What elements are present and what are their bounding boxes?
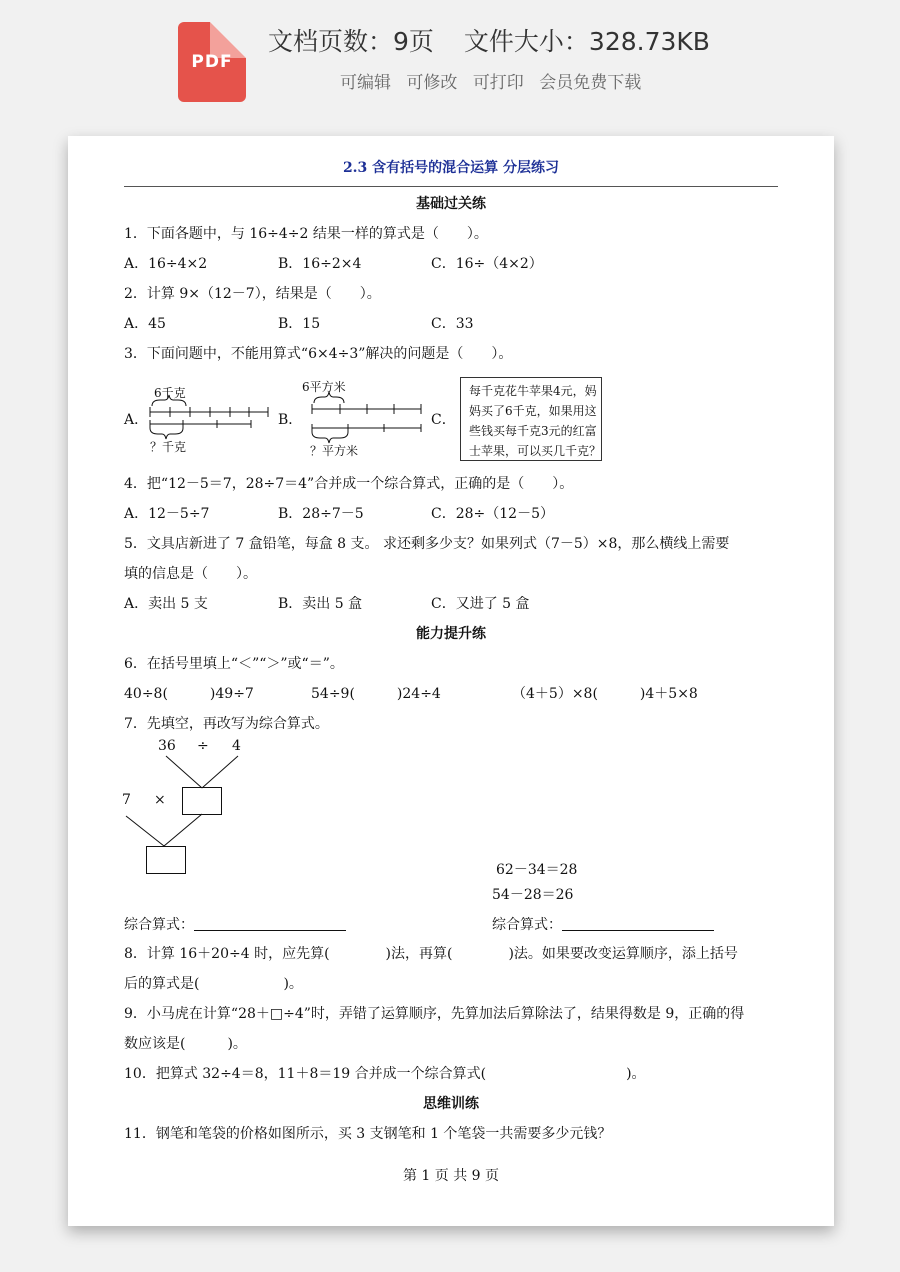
q1-option-a: A．16÷4×2	[124, 256, 208, 272]
q7-number-36: 36	[158, 738, 176, 754]
q7-combined-right	[492, 915, 714, 935]
q6-item-1: 40÷8( )49÷7	[124, 686, 254, 702]
combined-answer-blank-right[interactable]	[562, 916, 714, 931]
q2-stem: 2．计算 9×（12－7），结果是（ ）。	[124, 286, 381, 302]
q2-option-b: B．15	[278, 316, 321, 332]
q6-stem: 6．在括号里填上“＜”“＞”或“＝”。	[124, 656, 344, 672]
q7-number-7: 7	[122, 792, 131, 808]
q1-option-c: C．16÷（4×2）	[431, 256, 543, 272]
q7-multiply-sign: ×	[154, 792, 166, 808]
q2-option-a: A．45	[124, 316, 166, 332]
download-banner	[0, 0, 900, 130]
q3-b-bottom-label: ？平方米	[310, 444, 359, 458]
q3-stem: 3．下面问题中，不能用算式“6×4÷3”解决的问题是（ ）。	[124, 346, 513, 362]
pdf-file-icon	[178, 22, 246, 102]
q5-option-c: C．又进了 5 盒	[431, 596, 530, 612]
section-basic: 基础过关练	[416, 196, 486, 212]
q7-tree-line-left-bottom	[126, 816, 164, 846]
q1-stem: 1．下面各题中，与 16÷4÷2 结果一样的算式是（ ）。	[124, 226, 488, 242]
q7-answer-box-bottom[interactable]	[146, 846, 186, 874]
q3-b-top-brace	[314, 392, 344, 403]
section-advanced: 能力提升练	[416, 626, 486, 642]
q7-divide-sign: ÷	[197, 738, 209, 754]
q2-option-c: C．33	[431, 316, 474, 332]
q4-option-c: C．28÷（12－5）	[431, 506, 554, 522]
q7-equation-2: 54－28＝26	[492, 887, 574, 903]
q3-label-c: C．	[431, 412, 456, 428]
q10-line: 10．把算式 32÷4＝8，11＋8＝19 合并成一个综合算式( )。	[124, 1066, 646, 1082]
q7-equation-1: 62－34＝28	[496, 862, 578, 878]
q7-tree-line-right-top	[202, 756, 238, 788]
q7-tree-line-left-top	[166, 756, 202, 788]
document-title: 2.3 含有括号的混合运算 分层练习	[342, 160, 560, 176]
q3-c-word-problem: 每千克花牛苹果4元，妈 妈买了6千克，如果用这 些钱买每千克3元的红富 士苹果，可以买几千克？	[460, 377, 602, 461]
feature-editable: 可编辑	[340, 73, 391, 93]
combined-label: 综合算式：	[124, 917, 194, 933]
section-thinking: 思维训练	[423, 1096, 479, 1112]
q7-stem: 7．先填空，再改写为综合算式。	[124, 716, 329, 732]
q5-option-a: A．卖出 5 支	[124, 596, 208, 612]
q7-combined-left	[124, 915, 346, 935]
file-size: 文件大小：328.73KB	[463, 27, 710, 56]
feature-printable: 可打印	[472, 73, 524, 93]
q4-stem: 4．把“12－5＝7，28÷7＝4”合并成一个综合算式，正确的是（ ）。	[124, 476, 574, 492]
q4-option-b: B．28÷7－5	[278, 506, 364, 522]
q5-stem-line1: 5．文具店新进了 7 盒铅笔，每盒 8 支。 求还剩多少支？如果列式（7－5）×8，那么横线上需要	[124, 536, 730, 552]
q3-a-top-label: 6千克	[154, 386, 186, 400]
q3-q7-diagrams	[68, 136, 834, 1226]
q5-option-b: B．卖出 5 盒	[278, 596, 363, 612]
q3-b-bottom-brace	[312, 432, 348, 443]
document-page	[68, 136, 834, 1226]
q7-tree-line-right-bottom	[164, 814, 202, 846]
q9-line1: 9．小马虎在计算“28＋□÷4”时，弄错了运算顺序，先算加法后算除法了，结果得数是 9，正确的得	[124, 1006, 745, 1022]
q6-item-2: 54÷9( )24÷4	[311, 686, 441, 702]
q3-b-top-label: 6平方米	[302, 380, 346, 394]
combined-label: 综合算式：	[492, 917, 562, 933]
q9-line2: 数应该是( )。	[124, 1036, 247, 1052]
q11-line: 11．钢笔和笔袋的价格如图所示，买 3 支钢笔和 1 个笔袋一共需要多少元钱？	[124, 1126, 612, 1142]
q6-item-3: （4＋5）×8( )4＋5×8	[512, 686, 698, 702]
q7-number-4: 4	[232, 738, 241, 754]
q3-label-b: B．	[278, 412, 303, 428]
q1-option-b: B．16÷2×4	[278, 256, 362, 272]
q3-a-top-brace	[152, 395, 186, 406]
feature-member-download: 会员免费下载	[539, 73, 642, 93]
page-count: 文档页数：9页	[268, 27, 434, 56]
q4-option-a: A．12－5÷7	[124, 506, 210, 522]
feature-modifiable: 可修改	[406, 73, 458, 93]
q3-label-a: A．	[124, 412, 149, 428]
q8-line1: 8．计算 16＋20÷4 时，应先算( )法，再算( )法。如果要改变运算顺序，添上括号	[124, 946, 738, 962]
file-info	[268, 22, 710, 58]
q7-answer-box-top[interactable]	[182, 787, 222, 815]
page-footer: 第 1 页 共 9 页	[402, 1168, 500, 1184]
q3-a-bottom-label: ？千克	[150, 440, 187, 454]
q3-a-bottom-brace	[150, 428, 183, 439]
feature-list	[340, 68, 641, 93]
pdf-icon-label: PDF	[191, 52, 233, 72]
q5-stem-line2: 填的信息是（ ）。	[124, 566, 257, 582]
combined-answer-blank-left[interactable]	[194, 916, 346, 931]
q8-line2: 后的算式是( )。	[124, 976, 303, 992]
